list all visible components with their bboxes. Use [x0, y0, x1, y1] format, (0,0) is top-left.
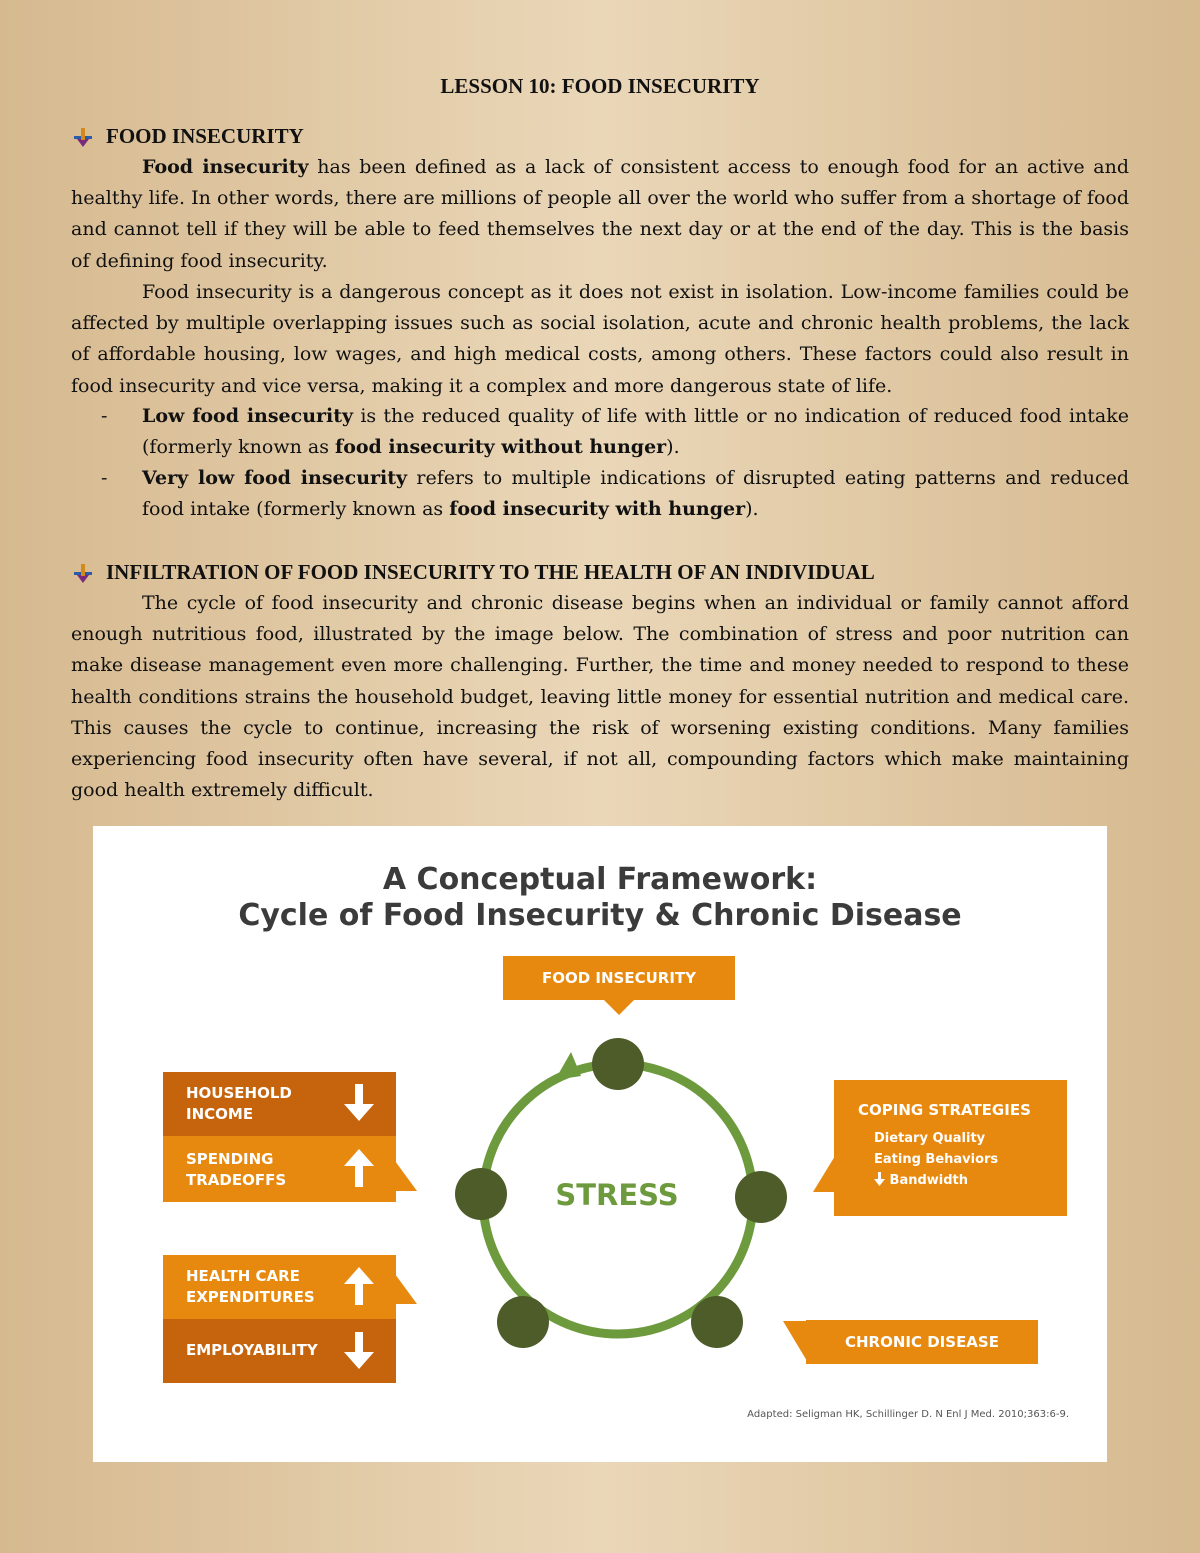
coping-strategies-box — [834, 1080, 1067, 1216]
section-heading-infiltration — [72, 560, 875, 585]
coping-strategies-pointer — [813, 1156, 835, 1196]
lesson-title: LESSON 10: FOOD INSECURITY — [440, 74, 760, 98]
down-arrow-icon — [344, 1084, 374, 1122]
spending-tradeoffs-pointer — [395, 1161, 417, 1195]
down-arrow-bullet-icon — [72, 562, 94, 584]
bullet-dash: - — [101, 467, 108, 489]
bullet-text — [142, 401, 1129, 463]
figure-title-line1: A Conceptual Framework: — [382, 862, 818, 897]
up-arrow-icon — [344, 1267, 374, 1305]
household-income-line2: INCOME — [186, 1105, 254, 1123]
food-insecurity-pointer — [603, 999, 635, 1017]
bullet-low-food-insecurity — [101, 401, 1129, 463]
cycle-node-bottom-right — [691, 1296, 743, 1348]
coping-item-eating-behaviors: Eating Behaviors — [874, 1152, 999, 1167]
food-insecurity-label: FOOD INSECURITY — [541, 969, 697, 987]
bullet-former-term: food insecurity without hunger — [335, 436, 667, 459]
chronic-disease-label: CHRONIC DISEASE — [845, 1333, 999, 1351]
bullet-former-term: food insecurity with hunger — [449, 498, 746, 521]
chronic-disease-box — [806, 1320, 1038, 1364]
cycle-node-bottom-left — [497, 1296, 549, 1348]
bullet-term: Very low food insecurity — [142, 467, 408, 489]
employability-label: EMPLOYABILITY — [186, 1341, 318, 1359]
coping-item-dietary-quality: Dietary Quality — [874, 1131, 986, 1146]
food-insecurity-box — [503, 956, 735, 1000]
bullet-very-low-food-insecurity — [101, 463, 1129, 525]
spending-tradeoffs-line2: TRADEOFFS — [186, 1171, 287, 1189]
coping-strategies-title: COPING STRATEGIES — [858, 1101, 1031, 1119]
cycle-node-left — [455, 1168, 507, 1220]
paragraph-text: has been defined as a lack of consistent access to enough food for an active and healthy life. In other words, there are millions of people all over the world who suffer from a shortage of food and cannot tell if they will be able to feed themselves the next day or at the end of the day. This is the basis of defining food insecurity. — [71, 156, 1129, 272]
health-care-expenditures-box — [163, 1255, 396, 1319]
spending-tradeoffs-line1: SPENDING — [186, 1150, 274, 1168]
paragraph-definition — [71, 152, 1129, 277]
bandwidth-label: Bandwidth — [889, 1173, 969, 1188]
stress-label: STRESS — [555, 1178, 679, 1212]
bullet-term: Low food insecurity — [142, 405, 354, 427]
down-arrow-icon — [344, 1332, 374, 1370]
term-food-insecurity: Food insecurity — [142, 156, 309, 178]
household-income-line1: HOUSEHOLD — [186, 1084, 292, 1102]
bullet-body: refers to multiple indications of disrupted eating patterns and reduced food intake (formerly known as — [142, 467, 1129, 521]
cycle-node-right — [735, 1171, 787, 1223]
health-care-line1: HEALTH CARE — [186, 1267, 300, 1285]
coping-strategies-list — [858, 1128, 1067, 1191]
section-heading-text: INFILTRATION OF FOOD INSECURITY TO THE HEALTH OF AN INDIVIDUAL — [106, 560, 875, 584]
conceptual-framework-figure — [93, 826, 1107, 1462]
bullet-dash: - — [101, 405, 108, 427]
bullet-end: ). — [666, 436, 680, 459]
spending-tradeoffs-box — [163, 1136, 396, 1202]
section-heading-food-insecurity — [72, 124, 304, 149]
cycle-node-top — [592, 1038, 644, 1090]
bullet-text — [142, 463, 1129, 525]
employability-box — [163, 1319, 396, 1383]
paragraph-dangerous-concept: Food insecurity is a dangerous concept as it does not exist in isolation. Low-income families could be affected by multiple overlapping issues such as social isolation, acute and chronic health problems, the lack of affordable housing, low wages, and high medical costs, among others. These factors could also result in food insecurity and vice versa, making it a complex and more dangerous state of life. — [71, 281, 1129, 397]
section-heading-text: FOOD INSECURITY — [106, 124, 304, 148]
down-arrow-icon — [874, 1172, 885, 1186]
paragraph-cycle: The cycle of food insecurity and chronic disease begins when an individual or family cannot afford enough nutritious food, illustrated by the image below. The combination of stress and poor nutrition can make disease management even more challenging. Further, the time and money needed to respond to these health conditions strains the household budget, leaving little money for essential nutrition and medical care. This causes the cycle to continue, increasing the risk of worsening existing conditions. Many families experiencing food insecurity often have several, if not all, compounding factors which make maintaining good health extremely difficult. — [71, 592, 1129, 802]
health-care-pointer — [395, 1274, 417, 1308]
coping-item-bandwidth — [874, 1170, 1067, 1191]
down-arrow-bullet-icon — [72, 126, 94, 148]
chronic-disease-pointer — [783, 1321, 807, 1363]
bullet-end: ). — [745, 498, 759, 521]
health-care-line2: EXPENDITURES — [186, 1288, 315, 1306]
figure-citation: Adapted: Seligman HK, Schillinger D. N Enl J Med. 2010;363:6-9. — [747, 1409, 1069, 1420]
household-income-box — [163, 1072, 396, 1136]
bullet-body: is the reduced quality of life with little or no indication of reduced food intake (formerly known as — [142, 405, 1129, 459]
up-arrow-icon — [344, 1149, 374, 1187]
figure-title-line2: Cycle of Food Insecurity & Chronic Disease — [238, 898, 962, 933]
